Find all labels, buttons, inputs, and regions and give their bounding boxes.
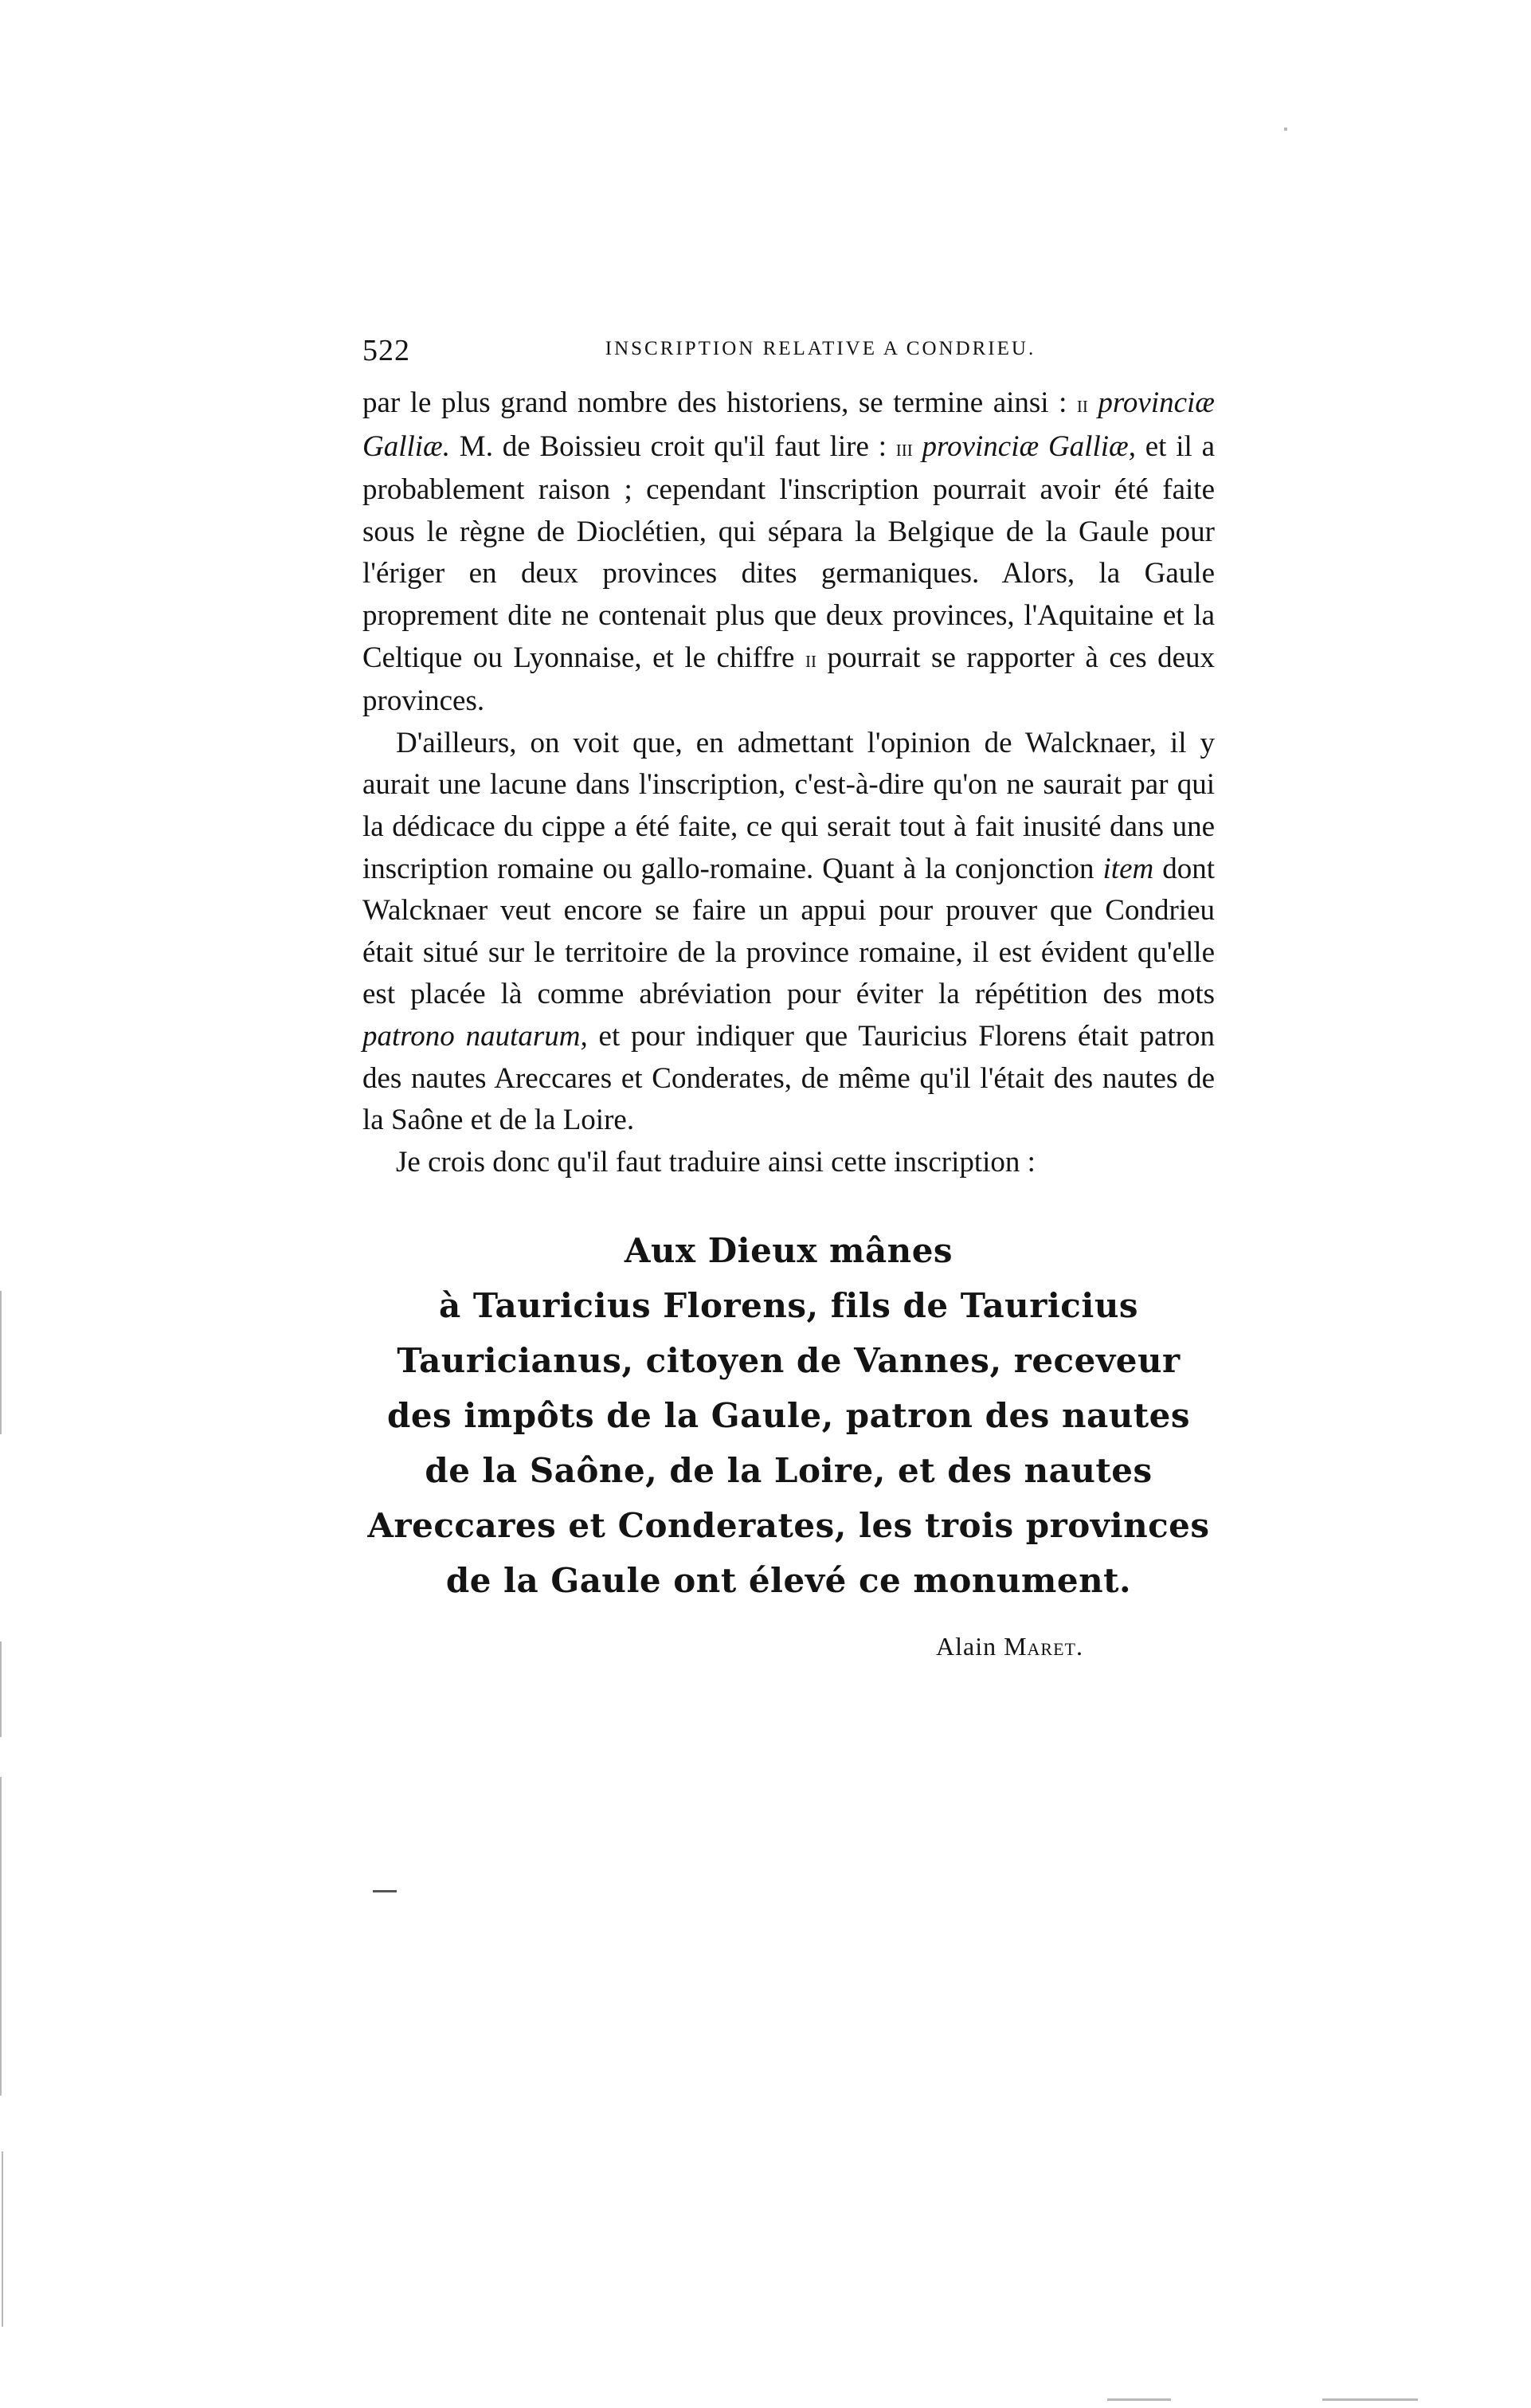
paragraph-1-text-c: et il a probablement raison ; cependant l'inscription pourrait avoir été faite sous le règne de Dioclétien, qui sépara la Belgique de la Gaule pour l'ériger en deux provinces dites germaniques. Alors, la Gaule proprement dite ne contenait plus que deux provinces, l'Aquitaine et la Celtique ou Lyonnaise, et le chiffre <box>362 429 1216 674</box>
page-number: 522 <box>362 334 410 367</box>
scan-mark <box>1322 2398 1418 2401</box>
body-text <box>362 382 1215 1183</box>
inscription-line-7: de la Gaule ont élevé ce monument. <box>445 1561 1132 1600</box>
scan-mark <box>1284 127 1287 131</box>
inscription-line-1: Aux Dieux mânes <box>624 1231 953 1270</box>
paragraph-2-italic-item: item <box>1102 852 1154 885</box>
running-head <box>362 333 1215 373</box>
inscription-line-4: des impôts de la Gaule, patron des nautes <box>386 1396 1191 1435</box>
paragraph-2-text-c: et pour indiquer que Tauricius Florens était patron des nautes Areccares et Conderates, de même qu'il l'était des nautes de la Saône et de la Loire. <box>362 1019 1215 1137</box>
paragraph-1-text-d: pourrait se rapporter à ces deux provinces. <box>362 641 1215 718</box>
scan-mark <box>2 2151 3 2327</box>
paragraph-1 <box>362 382 1215 723</box>
scan-mark <box>0 1641 2 1737</box>
roman-numeral-ii: ii <box>1076 391 1088 418</box>
author-first-name: Alain <box>936 1632 997 1661</box>
scan-mark <box>0 1777 2 2096</box>
paragraph-2-text-a: D'ailleurs, on voit que, en admettant l'opinion de Walcknaer, il y aurait une lacune dans l'inscription, c'est-à-dire qu'on ne saurait par qui la dédicace du cippe a été faite, ce qui serait tout à fait inusité dans une inscription romaine ou gallo-romaine. Quant à la conjonction <box>362 726 1215 885</box>
paragraph-1-text-a: par le plus grand nombre des historiens, se termine ainsi : <box>362 386 1077 419</box>
inscription-line-3: Tauricianus, citoyen de Vannes, receveur <box>397 1341 1181 1380</box>
roman-numeral-ii-second: ii <box>805 645 816 673</box>
paragraph-1-italic-b: provinciæ Galliæ, <box>912 429 1136 463</box>
paragraph-2-italic-patrono: patrono nautarum, <box>362 1019 588 1053</box>
roman-numeral-iii: iii <box>895 434 913 461</box>
inscription-translation <box>362 1223 1215 1608</box>
paragraph-1-italic-a: provinciæ Galliæ. <box>362 386 1215 463</box>
scan-mark <box>373 1890 397 1892</box>
author-last-name: Maret. <box>1004 1632 1083 1661</box>
scan-mark <box>0 1291 2 1434</box>
scan-mark <box>1107 2398 1171 2401</box>
inscription-line-2: à Tauricius Florens, fils de Tauricius <box>438 1286 1139 1325</box>
paragraph-1-text-b: M. de Boissieu croit qu'il faut lire : <box>450 429 896 463</box>
paragraph-3: Je crois donc qu'il faut traduire ainsi cette inscription : <box>396 1145 1036 1179</box>
running-title: INSCRIPTION RELATIVE A CONDRIEU. <box>605 338 1036 359</box>
inscription-line-5: de la Saône, de la Loire, et des nautes <box>425 1451 1153 1490</box>
inscription-line-6: Areccares et Conderates, les trois provinces <box>367 1506 1210 1545</box>
paragraph-2 <box>362 723 1215 1142</box>
paragraph-2-text-b: dont Walcknaer veut encore se faire un appui pour prouver que Condrieu était situé sur le territoire de la province romaine, il est évident qu'elle est placée là comme abréviation pour éviter la répétition des mots <box>362 852 1216 1011</box>
author-signature <box>936 1632 1083 1661</box>
